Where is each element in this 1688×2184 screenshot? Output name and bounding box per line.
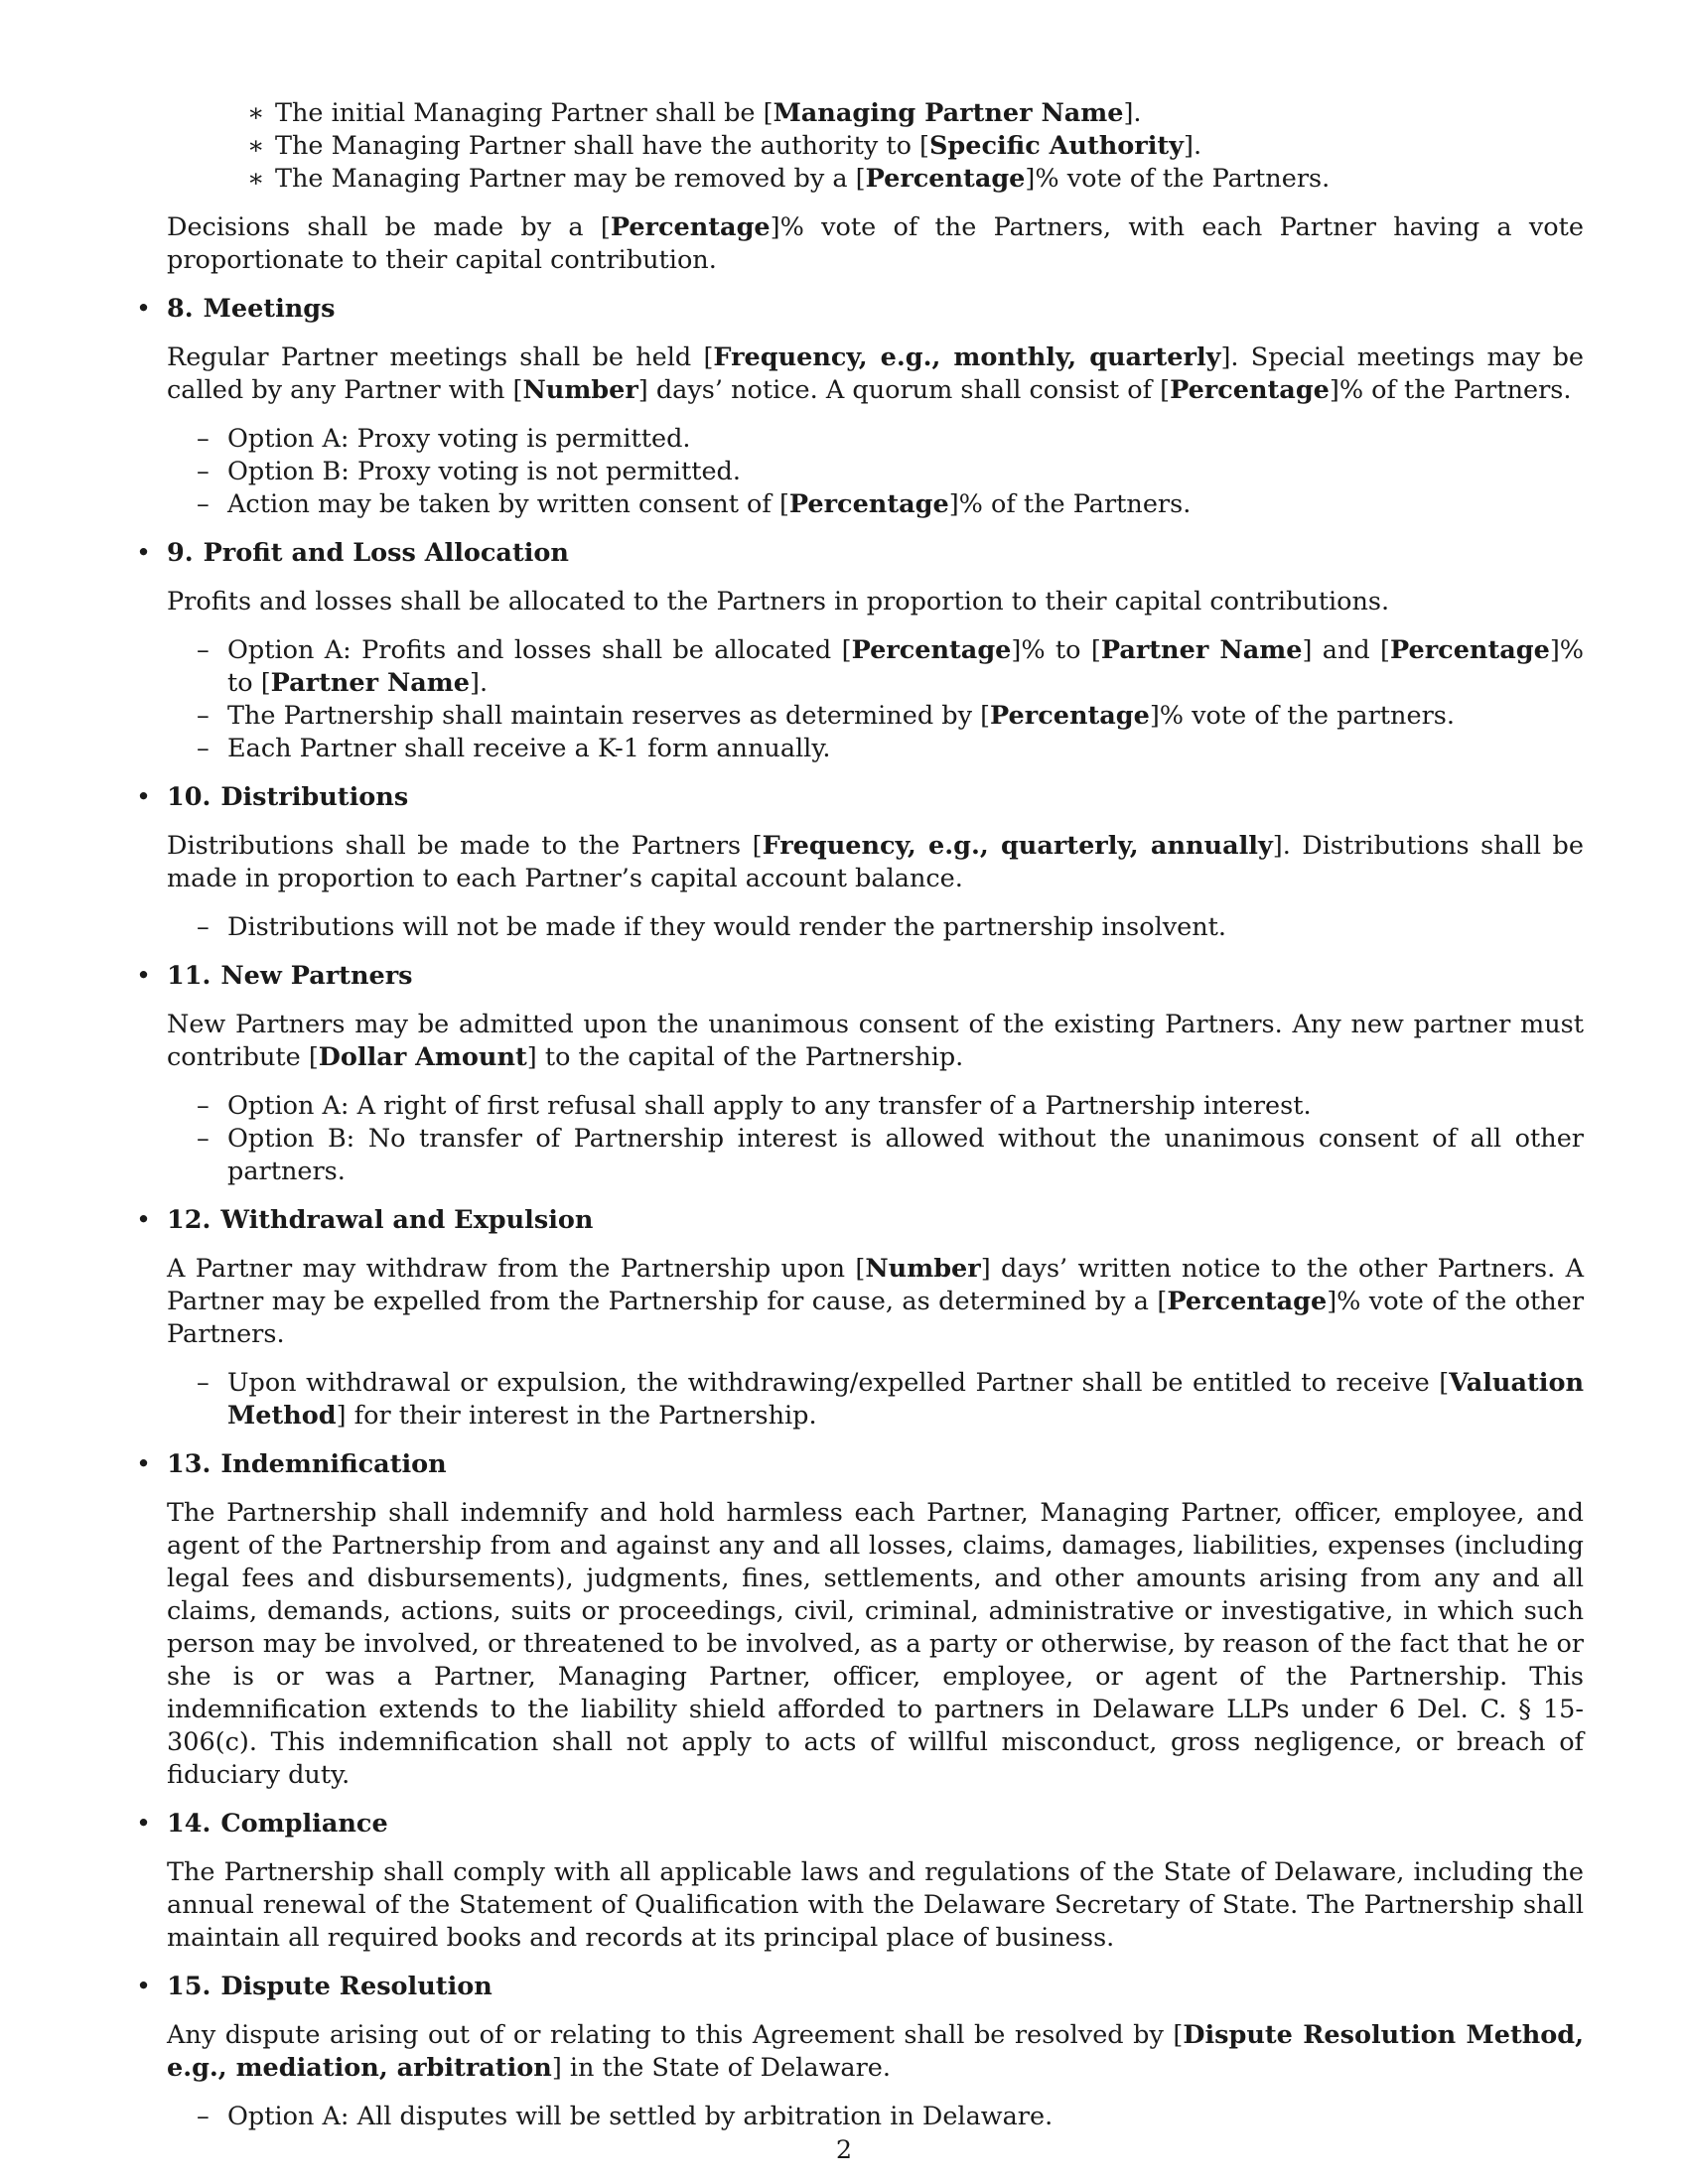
list-item: – Option A: Profits and losses shall be allocated [Percentage]% to [Partner Name] and [Percentage]% to [Partner Name]. [197, 634, 1584, 700]
bullet-icon: • [136, 1809, 152, 1839]
bullet-icon: • [136, 538, 152, 568]
section-title: 14. Compliance [167, 1809, 388, 1839]
section-paragraph: New Partners may be admitted upon the unanimous consent of the existing Partners. Any new partner must contribute [Dollar Amount] to the capital of the Partnership. [167, 1010, 1584, 1072]
decisions-paragraph: Decisions shall be made by a [Percentage]% vote of the Partners, with each Partner having a vote proportionate to their capital contribution. [167, 212, 1585, 275]
list-item: – Action may be taken by written consent of [Percentage]% of the Partners. [197, 488, 1584, 521]
list-item: – Each Partner shall receive a K-1 form annually. [197, 733, 1584, 765]
meetings-options [197, 423, 1584, 521]
section-new-partners [136, 960, 1584, 1074]
list-item: – The Partnership shall maintain reserves as determined by [Percentage]% vote of the partners. [197, 700, 1584, 733]
list-item: – Option A: A right of first refusal shall apply to any transfer of a Partnership interest. [197, 1090, 1584, 1123]
section-title: 10. Distributions [167, 782, 409, 812]
section-paragraph: Any dispute arising out of or relating to this Agreement shall be resolved by [Dispute Resolution Method, e.g., mediation, arbitration] in the State of Delaware. [167, 2020, 1584, 2083]
section-title: 8. Meetings [167, 294, 336, 324]
list-item: – Distributions will not be made if they would render the partnership insolvent. [197, 911, 1584, 944]
bullet-icon: • [136, 961, 152, 991]
new-partners-options [197, 1090, 1584, 1188]
bullet-icon: • [136, 1449, 152, 1479]
list-item: – Upon withdrawal or expulsion, the withdrawing/expelled Partner shall be entitled to receive [Valuation Method] for their interest in the Partnership. [197, 1367, 1584, 1433]
distributions-options [197, 911, 1584, 944]
section-compliance [136, 1808, 1584, 1955]
section-profit-loss [136, 537, 1584, 618]
document-body [136, 97, 1584, 2133]
section-paragraph: A Partner may withdraw from the Partnership upon [Number] days’ written notice to the other Partners. A Partner may be expelled from the Partnership for cause, as determined by a [Percentage]% vote of the other Partners. [167, 1254, 1585, 1349]
bullet-icon: • [136, 1972, 152, 2001]
list-item: – Option B: No transfer of Partnership interest is allowed without the unanimous consent of all other partners. [197, 1123, 1584, 1188]
section-title: 9. Profit and Loss Allocation [167, 538, 569, 568]
section-paragraph: The Partnership shall comply with all applicable laws and regulations of the State of Delaware, including the annual renewal of the Statement of Qualification with the Delaware Secretary of State. The Partnership shall maintain all required books and records at its principal place of business. [167, 1857, 1584, 1953]
managing-partner-list [247, 97, 1584, 196]
bullet-icon: • [136, 782, 152, 812]
list-item: – Option A: Proxy voting is permitted. [197, 423, 1584, 456]
section-title: 12. Withdrawal and Expulsion [167, 1205, 594, 1235]
section-title: 13. Indemnification [167, 1449, 447, 1479]
section-title: 15. Dispute Resolution [167, 1972, 492, 2001]
section-paragraph: Regular Partner meetings shall be held [Frequency, e.g., monthly, quarterly]. Special meetings may be called by any Partner with [Number] days’ notice. A quorum shall consist of [Percentage]% of the Partners. [167, 342, 1584, 405]
list-item: ∗ The initial Managing Partner shall be [Managing Partner Name]. [247, 97, 1584, 130]
section-dispute-resolution [136, 1971, 1584, 2085]
page-number: 2 [835, 2135, 853, 2165]
withdrawal-options [197, 1367, 1584, 1433]
dispute-options [197, 2101, 1584, 2133]
bullet-icon: • [136, 294, 152, 324]
bullet-icon: • [136, 1205, 152, 1235]
section-distributions [136, 781, 1584, 895]
profit-loss-options [197, 634, 1584, 765]
section-paragraph: Profits and losses shall be allocated to the Partners in proportion to their capital contributions. [167, 587, 1390, 616]
list-item: – Option A: All disputes will be settled by arbitration in Delaware. [197, 2101, 1584, 2133]
section-title: 11. New Partners [167, 961, 413, 991]
list-item: ∗ The Managing Partner may be removed by a [Percentage]% vote of the Partners. [247, 163, 1584, 196]
section-meetings [136, 293, 1584, 407]
list-item: ∗ The Managing Partner shall have the authority to [Specific Authority]. [247, 130, 1584, 163]
section-indemnification [136, 1448, 1584, 1792]
list-item: – Option B: Proxy voting is not permitted. [197, 456, 1584, 488]
section-paragraph: The Partnership shall indemnify and hold harmless each Partner, Managing Partner, officer, employee, and agent of the Partnership from and against any and all losses, claims, damages, liabilities, expenses (including legal fees and disbursements), judgments, fines, settlements, and other amounts arising from any and all claims, demands, actions, suits or proceedings, civil, criminal, administrative or investigative, in which such person may be involved, or threatened to be involved, as a party or otherwise, by reason of the fact that he or she is or was a Partner, Managing Partner, officer, employee, or agent of the Partnership. This indemnification extends to the liability shield afforded to partners in Delaware LLPs under 6 Del. C. § 15-306(c). This indemnification shall not apply to acts of willful misconduct, gross negligence, or breach of fiduciary duty. [167, 1498, 1584, 1790]
section-paragraph: Distributions shall be made to the Partners [Frequency, e.g., quarterly, annually]. Distributions shall be made in proportion to each Partner’s capital account balance. [167, 831, 1584, 893]
section-withdrawal [136, 1204, 1584, 1351]
